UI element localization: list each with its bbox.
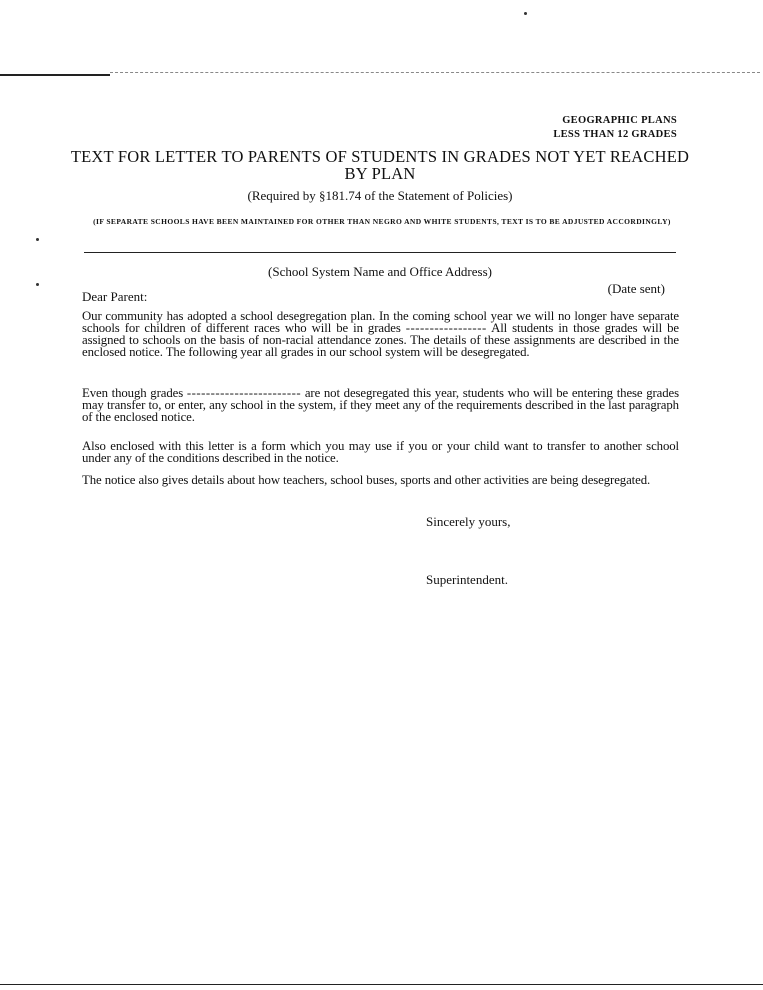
salutation: Dear Parent: (82, 289, 148, 304)
scan-edge-line-bottom (0, 984, 763, 985)
grades-blank: ----------------- (405, 321, 487, 335)
closing: Sincerely yours, (426, 514, 511, 529)
scan-speck (524, 12, 527, 15)
scan-edge-line-top-faint (110, 72, 760, 73)
header-line-2: LESS THAN 12 GRADES (553, 129, 677, 140)
scan-edge-line-top (0, 74, 110, 76)
paragraph-2-text-a: Even though grades (82, 386, 184, 400)
letter-paragraph-4: The notice also gives details about how teachers, school buses, sports and other activities are being desegregated. (82, 473, 651, 487)
signature-line: Superintendent. (426, 572, 508, 587)
header-line-1: GEOGRAPHIC PLANS (562, 115, 677, 126)
separator-line (84, 252, 676, 253)
grades-blank: ------------------------ (186, 386, 302, 400)
page-title: TEXT FOR LETTER TO PARENTS OF STUDENTS IN GRADES NOT YET REACHED BY PLAN (70, 147, 690, 183)
adjustment-note: (IF SEPARATE SCHOOLS HAVE BEEN MAINTAINED FOR OTHER THAN NEGRO AND WHITE STUDENTS, TEXT IS TO BE ADJUSTED ACCORDINGLY) (93, 217, 671, 226)
plan-type-header (553, 114, 677, 142)
letter-paragraph-1 (82, 310, 679, 358)
school-address-placeholder: (School System Name and Office Address) (268, 264, 492, 279)
scan-speck (36, 283, 39, 286)
date-sent-placeholder: (Date sent) (607, 281, 665, 296)
policy-reference: (Required by §181.74 of the Statement of Policies) (247, 188, 513, 203)
paragraph-1-text-a: Our community has adopted a school desegregation plan. In the coming school year we will no longer have separate schools for children of different races who will be in grades (82, 309, 679, 335)
paragraph-2-text-b: are not desegregated this year, students who will be entering these grades may transfer to, or enter, any school in the system, if they meet any of the requirements described in the last paragraph of the enclosed notice. (82, 386, 680, 424)
letter-paragraph-2 (82, 387, 679, 423)
letter-paragraph-3: Also enclosed with this letter is a form which you may use if you or your child want to transfer to another school under any of the conditions described in the notice. (82, 439, 679, 465)
paragraph-1-text-b: All students in those grades will be assigned to schools on the basis of non-racial attendance zones. The details of these assignments are described in the enclosed notice. The following year all grades in our school system will be desegregated. (82, 321, 679, 359)
scan-speck (36, 238, 39, 241)
